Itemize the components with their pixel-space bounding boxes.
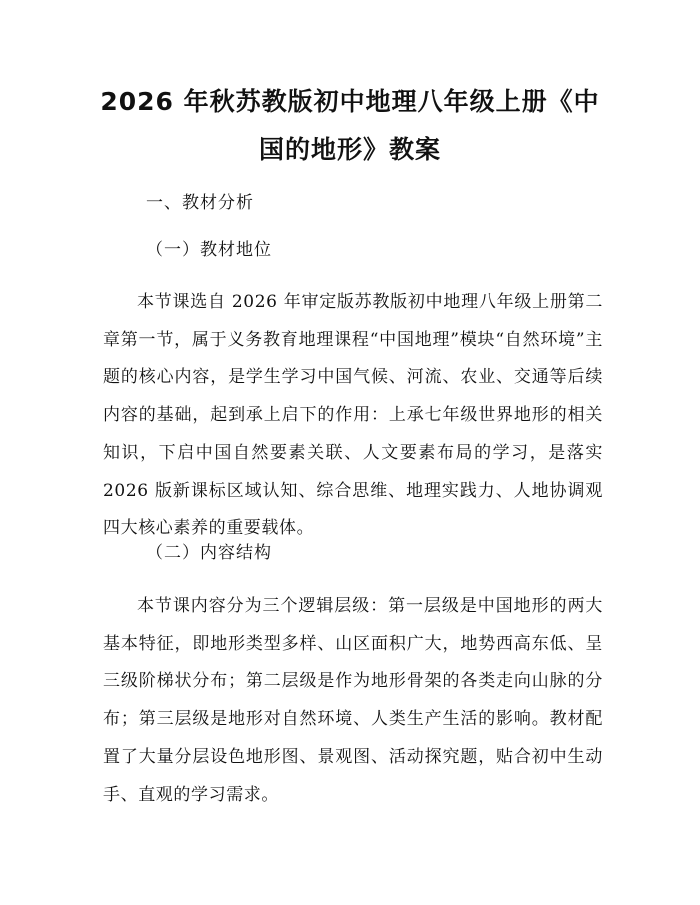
document-title: 2026 年秋苏教版初中地理八年级上册《中国的地形》教案 — [100, 87, 600, 164]
subsection-heading-material-position: （一）教材地位 — [146, 240, 272, 260]
section-heading-teaching-material-analysis: 一、教材分析 — [146, 193, 254, 213]
paragraph-content-structure: 本节课内容分为三个逻辑层级：第一层级是中国地形的两大基本特征，即地形类型多样、山区面积广大，地势西高东低、呈三级阶梯状分布；第二层级是作为地形骨架的各类走向山脉的分布；第三层级是地形对自然环境、人类生产生活的影响。教材配置了大量分层设色地形图、景观图、活动探究题，贴合初中生动手、直观的学习需求。 — [103, 596, 603, 805]
paragraph-material-position: 本节课选自 2026 年审定版苏教版初中地理八年级上册第二章第一节，属于义务教育地理课程“中国地理”模块“自然环境”主题的核心内容，是学生学习中国气候、河流、农业、交通等后续内容的基础，起到承上启下的作用：上承七年级世界地形的相关知识，下启中国自然要素关联、人文要素布局的学习，是落实 2026 版新课标区域认知、综合思维、地理实践力、人地协调观四大核心素养的重要载体。 — [103, 292, 603, 539]
subsection-heading-content-structure: （二）内容结构 — [146, 543, 272, 563]
